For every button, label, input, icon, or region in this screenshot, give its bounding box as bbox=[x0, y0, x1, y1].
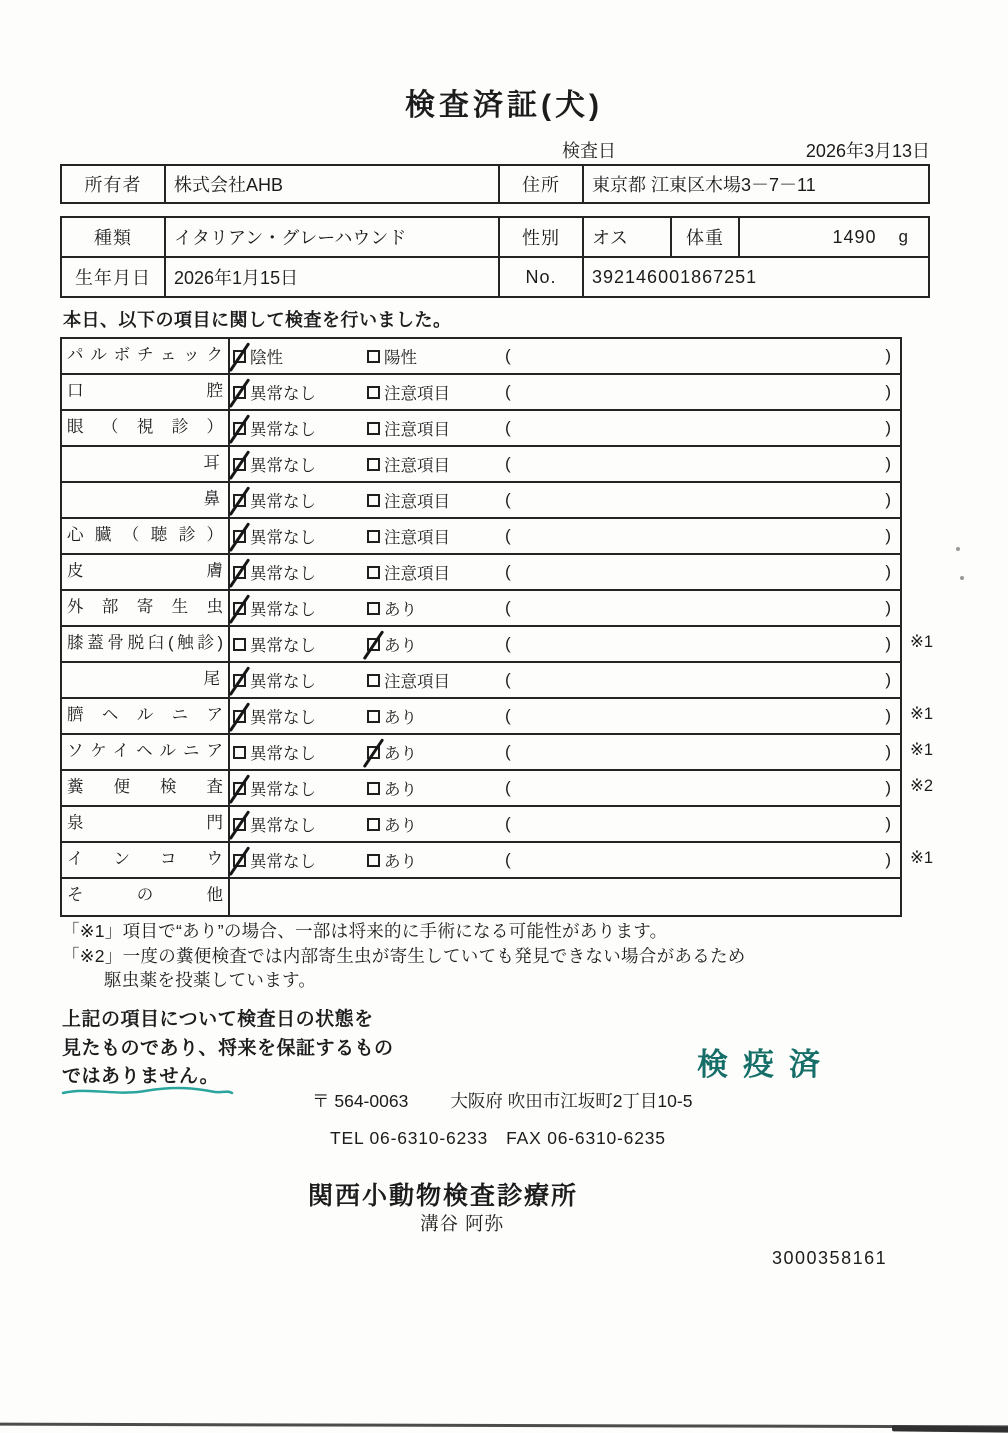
checkbox-option-1 bbox=[230, 560, 367, 584]
row-footnote-mark: ※1 bbox=[910, 633, 934, 651]
checkbox-label: あり bbox=[384, 601, 417, 619]
checkbox-option-2 bbox=[367, 524, 503, 548]
dog-info-row-1 bbox=[62, 218, 928, 258]
checkbox-icon bbox=[367, 530, 380, 543]
paren-close: ) bbox=[885, 670, 891, 689]
inspection-row-content bbox=[230, 375, 900, 409]
checkbox-icon bbox=[233, 638, 246, 651]
paren-open: ( bbox=[505, 598, 511, 617]
checkbox-icon bbox=[233, 782, 246, 795]
checkbox-label: あり bbox=[384, 781, 417, 799]
checkbox-label: 異常なし bbox=[250, 493, 316, 511]
checkbox-option-1 bbox=[230, 380, 367, 404]
row-footnote-mark: ※2 bbox=[910, 777, 934, 795]
remarks-parentheses bbox=[503, 490, 900, 510]
paren-open: ( bbox=[505, 454, 511, 473]
inspection-row bbox=[62, 771, 934, 807]
inspection-item-label: 心臓（聴診） bbox=[62, 519, 230, 553]
remarks-parentheses bbox=[503, 778, 900, 798]
inspection-item-label: 眼（視診） bbox=[62, 411, 230, 445]
sex-value: オス bbox=[584, 218, 672, 256]
inspection-item-label: その他 bbox=[62, 879, 230, 915]
footnote-1: 「※1」項目で“あり”の場合、一部は将来的に手術になる可能性があります。 bbox=[62, 921, 668, 941]
inspection-row bbox=[62, 447, 900, 483]
fax-number: FAX 06-6310-6235 bbox=[506, 1128, 666, 1148]
footnote-2-continued: 駆虫薬を投薬しています。 bbox=[104, 970, 317, 990]
inspection-item-label: 糞便検査 bbox=[62, 771, 230, 805]
tel-number: TEL 06-6310-6233 bbox=[330, 1128, 489, 1148]
checkbox-label: 陽性 bbox=[384, 349, 417, 367]
checkbox-label: 異常なし bbox=[250, 457, 316, 475]
checkbox-option-2 bbox=[367, 740, 503, 764]
checkbox-label: あり bbox=[384, 637, 417, 655]
inspection-row-content bbox=[230, 483, 900, 517]
checkbox-option-2 bbox=[367, 812, 503, 836]
inspection-item-label: 耳 bbox=[62, 447, 230, 481]
birthdate-value: 2026年1月15日 bbox=[166, 258, 500, 296]
paren-open: ( bbox=[505, 382, 511, 401]
inspection-row bbox=[62, 519, 900, 555]
breed-value: イタリアン・グレーハウンド bbox=[166, 218, 500, 256]
inspection-row bbox=[62, 411, 900, 447]
inspection-item-label: パルボチェック bbox=[62, 339, 230, 373]
breed-label: 種類 bbox=[62, 218, 166, 256]
inspection-row bbox=[62, 555, 900, 591]
checkbox-option-1 bbox=[230, 452, 367, 476]
checkbox-icon bbox=[367, 350, 380, 363]
weight-value: 1490 bbox=[832, 226, 877, 247]
clinic-address: 大阪府 吹田市江坂町2丁目10-5 bbox=[450, 1091, 693, 1111]
inspection-row-content bbox=[230, 699, 900, 733]
serial-number: 3000358161 bbox=[772, 1248, 888, 1268]
address-label: 住所 bbox=[500, 166, 584, 202]
inspection-item-label: 泉門 bbox=[62, 807, 230, 841]
checkbox-label: 異常なし bbox=[250, 529, 316, 547]
checkbox-icon bbox=[367, 566, 380, 579]
inspection-row bbox=[62, 843, 934, 879]
remarks-parentheses bbox=[503, 562, 900, 582]
no-value: 392146001867251 bbox=[592, 266, 758, 287]
disclaimer-statement bbox=[62, 1006, 394, 1092]
disclaimer-line-2: 見たものであり、将来を保証するもの bbox=[62, 1037, 394, 1059]
checkbox-label: 異常なし bbox=[250, 673, 316, 691]
checkbox-option-1 bbox=[230, 812, 367, 836]
checkbox-icon bbox=[233, 530, 246, 543]
checkbox-option-1 bbox=[230, 848, 367, 872]
inspection-row-content bbox=[230, 843, 900, 877]
checkbox-option-2 bbox=[367, 704, 503, 728]
paren-open: ( bbox=[505, 346, 511, 365]
address-value: 東京都 江東区木場3－7－11 bbox=[592, 175, 816, 195]
inspection-row-content bbox=[230, 879, 900, 915]
paren-open: ( bbox=[505, 526, 511, 545]
checkbox-option-1 bbox=[230, 776, 367, 800]
checkbox-option-2 bbox=[367, 344, 503, 368]
remarks-parentheses bbox=[503, 418, 900, 438]
checkbox-label: あり bbox=[384, 817, 417, 835]
paren-open: ( bbox=[505, 562, 511, 581]
checkbox-icon bbox=[367, 494, 380, 507]
owner-label: 所有者 bbox=[62, 166, 166, 202]
inspection-date-row bbox=[562, 137, 930, 163]
scan-bottom-corner bbox=[892, 1425, 1008, 1432]
paren-close: ) bbox=[885, 814, 891, 833]
checkbox-label: 陰性 bbox=[250, 349, 283, 367]
inspection-row-content bbox=[230, 411, 900, 445]
remarks-parentheses bbox=[503, 526, 900, 546]
checkbox-label: 異常なし bbox=[250, 565, 316, 583]
checkbox-option-1 bbox=[230, 740, 367, 764]
clinic-tel-line bbox=[330, 1128, 666, 1149]
inspection-row bbox=[62, 879, 900, 915]
checkbox-icon bbox=[367, 602, 380, 615]
inspection-item-label: ソケイヘルニア bbox=[62, 735, 230, 769]
inspection-row-content bbox=[230, 627, 900, 661]
inspection-date-label: 検査日 bbox=[562, 141, 616, 161]
paren-close: ) bbox=[885, 742, 891, 761]
checkbox-label: 注意項目 bbox=[384, 457, 450, 475]
checkbox-option-2 bbox=[367, 488, 503, 512]
checkbox-label: 異常なし bbox=[250, 745, 316, 763]
paren-open: ( bbox=[505, 814, 511, 833]
checkbox-label: 異常なし bbox=[250, 601, 316, 619]
dog-info-table bbox=[60, 216, 930, 298]
checkbox-icon bbox=[367, 422, 380, 435]
footnotes bbox=[62, 919, 746, 993]
paren-close: ) bbox=[885, 382, 891, 401]
checkbox-option-2 bbox=[367, 380, 503, 404]
paren-open: ( bbox=[505, 706, 511, 725]
paren-close: ) bbox=[885, 346, 891, 365]
row-footnote-mark: ※1 bbox=[910, 849, 934, 867]
sex-label: 性別 bbox=[500, 218, 584, 256]
checkbox-label: 注意項目 bbox=[384, 565, 450, 583]
inspection-row bbox=[62, 735, 934, 771]
owner-row bbox=[62, 166, 928, 202]
checkbox-label: 異常なし bbox=[250, 817, 316, 835]
paren-close: ) bbox=[885, 454, 891, 473]
remarks-parentheses bbox=[503, 346, 900, 366]
paren-close: ) bbox=[885, 562, 891, 581]
paren-open: ( bbox=[505, 418, 511, 437]
remarks-parentheses bbox=[503, 814, 900, 834]
inspection-item-label: 皮膚 bbox=[62, 555, 230, 589]
remarks-parentheses bbox=[503, 742, 900, 762]
inspection-row-content bbox=[230, 807, 900, 841]
inspection-row bbox=[62, 663, 900, 699]
checkbox-option-1 bbox=[230, 416, 367, 440]
weight-label: 体重 bbox=[672, 218, 740, 256]
checkbox-icon bbox=[367, 458, 380, 471]
checkbox-option-2 bbox=[367, 848, 503, 872]
checkbox-option-2 bbox=[367, 560, 503, 584]
checkbox-icon bbox=[367, 854, 380, 867]
inspection-row bbox=[62, 627, 934, 663]
checkbox-label: 異常なし bbox=[250, 421, 316, 439]
checkbox-icon bbox=[233, 674, 246, 687]
pen-mark bbox=[60, 1083, 235, 1099]
checkbox-icon bbox=[233, 350, 246, 363]
remarks-parentheses bbox=[503, 634, 900, 654]
inspection-item-label: 外部寄生虫 bbox=[62, 591, 230, 625]
checkbox-icon bbox=[233, 710, 246, 723]
inspection-item-label: 鼻 bbox=[62, 483, 230, 517]
owner-table bbox=[60, 164, 930, 204]
inspection-item-label: インコウ bbox=[62, 843, 230, 877]
paren-open: ( bbox=[505, 742, 511, 761]
remarks-parentheses bbox=[503, 850, 900, 870]
checkbox-icon bbox=[233, 566, 246, 579]
paren-close: ) bbox=[885, 850, 891, 869]
weight-value-cell bbox=[740, 218, 928, 256]
page-title: 検査済証(犬) bbox=[405, 89, 603, 122]
owner-value: 株式会社AHB bbox=[166, 166, 500, 202]
postal-code: 〒 564-0063 bbox=[312, 1091, 409, 1111]
paren-close: ) bbox=[885, 490, 891, 509]
inspection-date-value: 2026年3月13日 bbox=[805, 141, 930, 161]
checkbox-option-2 bbox=[367, 596, 503, 620]
inspection-row-content bbox=[230, 519, 900, 553]
checkbox-icon bbox=[367, 386, 380, 399]
inspection-row bbox=[62, 591, 900, 627]
checkbox-option-2 bbox=[367, 632, 503, 656]
checkbox-icon bbox=[233, 494, 246, 507]
checkbox-option-2 bbox=[367, 776, 503, 800]
checkbox-icon bbox=[367, 782, 380, 795]
birthdate-label: 生年月日 bbox=[62, 258, 166, 296]
checkbox-icon bbox=[367, 710, 380, 723]
remarks-parentheses bbox=[503, 454, 900, 474]
checkbox-label: 注意項目 bbox=[384, 421, 450, 439]
checkbox-label: 異常なし bbox=[250, 637, 316, 655]
checkbox-label: 異常なし bbox=[250, 781, 316, 799]
checkbox-label: 異常なし bbox=[250, 853, 316, 871]
checkbox-option-2 bbox=[367, 668, 503, 692]
clinic-postal-line bbox=[312, 1088, 692, 1113]
checkbox-label: あり bbox=[384, 745, 417, 763]
inspection-row-content bbox=[230, 771, 900, 805]
footnote-2: 「※2」一度の糞便検査では内部寄生虫が寄生していても発見できない場合があるため bbox=[62, 945, 746, 966]
inspection-row bbox=[62, 699, 934, 735]
inspection-row-content bbox=[230, 591, 900, 625]
inspection-row-content bbox=[230, 339, 900, 373]
inspection-item-label: 臍ヘルニア bbox=[62, 699, 230, 733]
checkbox-icon bbox=[367, 674, 380, 687]
paren-close: ) bbox=[885, 526, 891, 545]
checkbox-label: 注意項目 bbox=[384, 385, 450, 403]
inspection-row bbox=[62, 375, 900, 411]
intro-text: 本日、以下の項目に関して検査を行いました。 bbox=[63, 310, 452, 330]
checkbox-option-2 bbox=[367, 416, 503, 440]
inspection-row bbox=[62, 807, 900, 843]
checkbox-icon bbox=[367, 818, 380, 831]
inspection-row-content bbox=[230, 735, 900, 769]
checkbox-label: 注意項目 bbox=[384, 673, 450, 691]
row-footnote-mark: ※1 bbox=[910, 705, 934, 723]
remarks-parentheses bbox=[503, 382, 900, 402]
paren-open: ( bbox=[505, 490, 511, 509]
checkbox-label: あり bbox=[384, 709, 417, 727]
checkbox-icon bbox=[233, 818, 246, 831]
inspection-row-content bbox=[230, 555, 900, 589]
checkbox-label: 異常なし bbox=[250, 385, 316, 403]
inspection-row-content bbox=[230, 447, 900, 481]
checkbox-icon bbox=[367, 746, 380, 759]
checkbox-icon bbox=[233, 386, 246, 399]
scan-speck bbox=[960, 576, 964, 580]
remarks-parentheses bbox=[503, 598, 900, 618]
inspection-row bbox=[62, 483, 900, 519]
checkbox-label: あり bbox=[384, 853, 417, 871]
paren-close: ) bbox=[885, 778, 891, 797]
disclaimer-line-1: 上記の項目について検査日の状態を bbox=[62, 1009, 374, 1030]
checkbox-icon bbox=[233, 458, 246, 471]
remarks-parentheses bbox=[503, 706, 900, 726]
inspection-results-table bbox=[60, 337, 934, 917]
inspection-item-label: 口腔 bbox=[62, 375, 230, 409]
inspection-item-label: 尾 bbox=[62, 663, 230, 697]
checkbox-label: 注意項目 bbox=[384, 529, 450, 547]
paren-open: ( bbox=[505, 670, 511, 689]
checkbox-label: 注意項目 bbox=[384, 493, 450, 511]
checkbox-option-1 bbox=[230, 488, 367, 512]
checkbox-option-1 bbox=[230, 596, 367, 620]
scan-speck bbox=[956, 547, 960, 551]
veterinarian-name: 溝谷 阿弥 bbox=[420, 1213, 505, 1234]
quarantine-stamp: 検疫済 bbox=[697, 1047, 835, 1082]
inspection-row-content bbox=[230, 663, 900, 697]
checkbox-icon bbox=[233, 602, 246, 615]
scan-bottom-edge bbox=[0, 1423, 1008, 1429]
remarks-parentheses bbox=[503, 670, 900, 690]
paren-open: ( bbox=[505, 634, 511, 653]
inspection-item-label: 膝蓋骨脱臼(触診) bbox=[62, 627, 230, 661]
checkbox-option-1 bbox=[230, 668, 367, 692]
checkbox-option-1 bbox=[230, 524, 367, 548]
weight-unit: g bbox=[898, 227, 908, 246]
checkbox-option-1 bbox=[230, 344, 367, 368]
checkbox-icon bbox=[233, 422, 246, 435]
paren-open: ( bbox=[505, 850, 511, 869]
clinic-name: 関西小動物検査診療所 bbox=[308, 1182, 579, 1210]
dog-info-row-2 bbox=[62, 258, 928, 296]
checkbox-option-1 bbox=[230, 704, 367, 728]
disclaimer-line-3: ではありません。 bbox=[62, 1066, 220, 1087]
checkbox-icon bbox=[233, 854, 246, 867]
checkbox-option-2 bbox=[367, 452, 503, 476]
paren-close: ) bbox=[885, 418, 891, 437]
checkbox-label: 異常なし bbox=[250, 709, 316, 727]
checkbox-option-1 bbox=[230, 632, 367, 656]
paren-close: ) bbox=[885, 634, 891, 653]
row-footnote-mark: ※1 bbox=[910, 741, 934, 759]
no-label: No. bbox=[500, 258, 584, 296]
paren-close: ) bbox=[885, 706, 891, 725]
checkbox-icon bbox=[233, 746, 246, 759]
checkbox-icon bbox=[367, 638, 380, 651]
inspection-row bbox=[62, 339, 900, 375]
paren-open: ( bbox=[505, 778, 511, 797]
paren-close: ) bbox=[885, 598, 891, 617]
